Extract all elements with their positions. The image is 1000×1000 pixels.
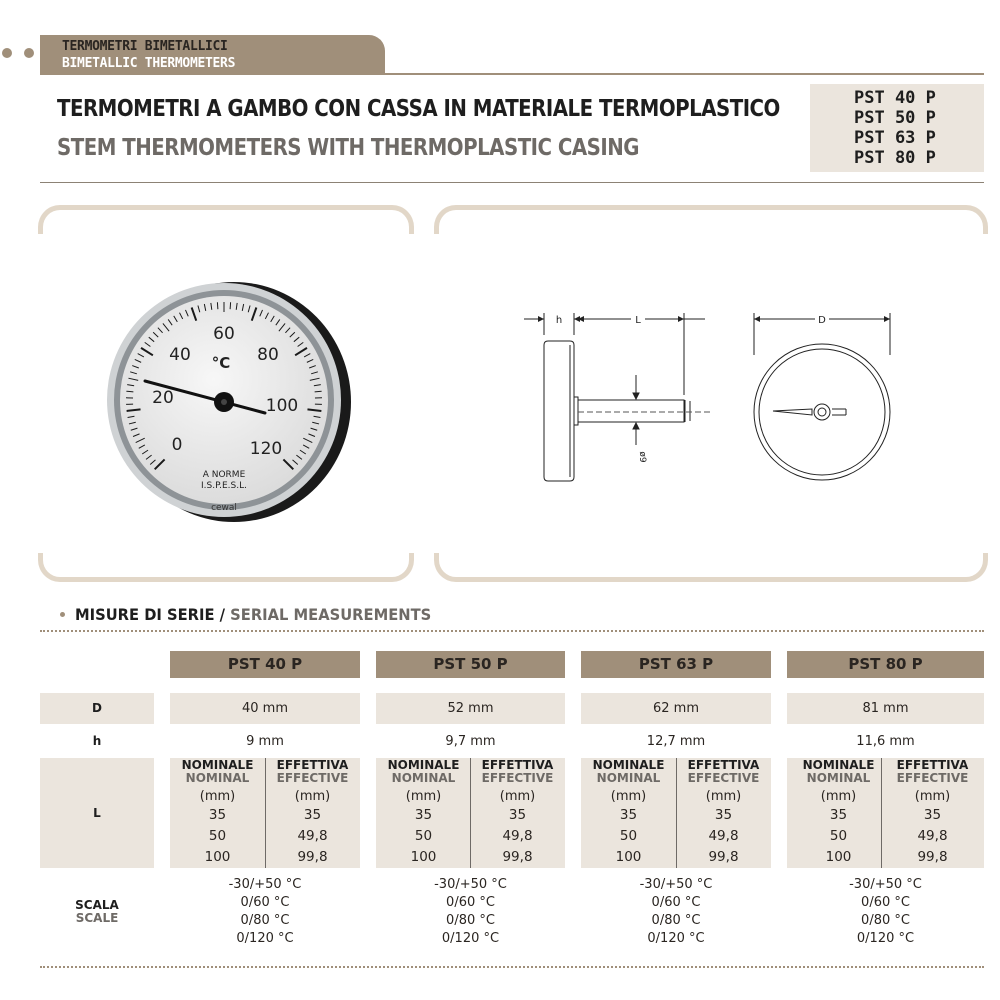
l-effective-value: 35 bbox=[923, 807, 942, 823]
l-unit: (mm) bbox=[294, 789, 331, 804]
dial-note: I.S.P.E.S.L. bbox=[201, 481, 247, 491]
l-effective-value: 99,8 bbox=[297, 849, 328, 865]
l-effective-label-en: EFFECTIVE bbox=[481, 771, 554, 785]
product-title-en: STEM THERMOMETERS WITH THERMOPLASTIC CASING bbox=[57, 135, 640, 161]
dial-note: A NORME bbox=[202, 470, 246, 480]
l-nominal-label-en: NOMINAL bbox=[391, 771, 456, 785]
l-nominal-value: 100 bbox=[204, 849, 231, 865]
dimension-label-h: h bbox=[555, 315, 563, 326]
l-nominal-label-it: NOMINALE bbox=[181, 758, 254, 772]
l-effective-header bbox=[881, 759, 984, 785]
l-unit: (mm) bbox=[914, 789, 951, 804]
l-effective-label-it: EFFETTIVA bbox=[896, 758, 969, 772]
row-label-h: h bbox=[92, 734, 102, 748]
l-nominal-value: 100 bbox=[825, 849, 852, 865]
drawing-needle bbox=[773, 409, 812, 415]
l-effective-header bbox=[265, 759, 360, 785]
scale-range: 0/60 °C bbox=[446, 895, 495, 910]
scale-range: 0/120 °C bbox=[647, 931, 705, 946]
dial-tick bbox=[126, 391, 133, 392]
model-code: PST 80 P bbox=[854, 148, 936, 168]
thermometer-photo bbox=[100, 270, 360, 530]
row-label-l: L bbox=[93, 806, 101, 820]
l-unit: (mm) bbox=[405, 789, 442, 804]
dimension-label-L: L bbox=[635, 315, 641, 326]
l-unit: (mm) bbox=[199, 789, 236, 804]
l-effective-label-it: EFFETTIVA bbox=[481, 758, 554, 772]
l-nominal-value: 50 bbox=[619, 828, 638, 844]
l-effective-label-en: EFFECTIVE bbox=[896, 771, 969, 785]
l-nominal-header bbox=[581, 759, 676, 785]
technical-drawing bbox=[520, 305, 900, 490]
table-header-model: PST 63 P bbox=[581, 651, 771, 678]
l-effective-value: 49,8 bbox=[502, 828, 533, 844]
l-effective-value: 35 bbox=[508, 807, 527, 823]
l-nominal-label-en: NOMINAL bbox=[185, 771, 250, 785]
l-effective-value: 99,8 bbox=[502, 849, 533, 865]
l-nominal-header bbox=[787, 759, 890, 785]
category-title-it: TERMOMETRI BIMETALLICI bbox=[62, 39, 228, 54]
dial-tick bbox=[315, 391, 322, 392]
section-dotted-rule bbox=[40, 630, 984, 632]
table-cell-d: 81 mm bbox=[862, 701, 909, 716]
product-title-it: TERMOMETRI A GAMBO CON CASSA IN MATERIALE TERMOPLASTICO bbox=[57, 96, 780, 122]
l-unit: (mm) bbox=[610, 789, 647, 804]
table-cell-h: 12,7 mm bbox=[646, 734, 706, 749]
model-code: PST 63 P bbox=[854, 128, 936, 148]
stem bbox=[578, 400, 684, 422]
case-front-view bbox=[754, 344, 890, 480]
scale-range: -30/+50 °C bbox=[639, 877, 713, 892]
category-title-en: BIMETALLIC THERMOMETERS bbox=[62, 56, 236, 71]
l-unit: (mm) bbox=[705, 789, 742, 804]
model-code: PST 40 P bbox=[854, 88, 936, 108]
photo-frame-bottom bbox=[38, 553, 414, 582]
row-label-scale-en: SCALE bbox=[75, 911, 119, 925]
row-label-d: D bbox=[92, 701, 102, 715]
dial-label: 40 bbox=[169, 345, 191, 365]
table-header-model: PST 80 P bbox=[787, 651, 984, 678]
table-cell-d: 52 mm bbox=[447, 701, 494, 716]
table-cell-h: 9 mm bbox=[246, 734, 284, 749]
scale-range: -30/+50 °C bbox=[434, 877, 507, 892]
l-effective-value: 49,8 bbox=[297, 828, 328, 844]
scale-range: 0/80 °C bbox=[240, 913, 290, 928]
l-nominal-value: 35 bbox=[208, 807, 227, 823]
scale-range: 0/80 °C bbox=[651, 913, 701, 928]
l-nominal-value: 50 bbox=[829, 828, 848, 844]
l-unit: (mm) bbox=[499, 789, 536, 804]
l-effective-header bbox=[676, 759, 771, 785]
l-effective-value: 99,8 bbox=[708, 849, 739, 865]
scale-range: 0/60 °C bbox=[240, 895, 290, 910]
dial-label: 0 bbox=[171, 435, 183, 455]
l-effective-label-it: EFFETTIVA bbox=[276, 758, 349, 772]
photo-frame-top bbox=[38, 205, 414, 234]
section-title bbox=[75, 605, 431, 624]
scale-range: 0/120 °C bbox=[441, 931, 500, 946]
l-nominal-label-it: NOMINALE bbox=[387, 758, 460, 772]
dial-label: 80 bbox=[257, 345, 279, 365]
table-cell-h: 11,6 mm bbox=[856, 734, 915, 749]
l-nominal-value: 100 bbox=[615, 849, 642, 865]
title-divider bbox=[40, 182, 984, 183]
dial-label: 100 bbox=[265, 396, 299, 416]
scale-range: 0/80 °C bbox=[861, 913, 910, 928]
brand-logo: cewal bbox=[211, 503, 237, 513]
row-label-scale-it: SCALA bbox=[75, 898, 119, 912]
footer-dotted-rule bbox=[40, 966, 984, 968]
l-nominal-header bbox=[376, 759, 471, 785]
drawing-frame-bottom bbox=[434, 553, 988, 582]
scale-range: 0/120 °C bbox=[236, 931, 294, 946]
section-title-en: SERIAL MEASUREMENTS bbox=[230, 605, 432, 624]
l-nominal-value: 35 bbox=[619, 807, 638, 823]
model-code: PST 50 P bbox=[854, 108, 936, 128]
l-nominal-value: 35 bbox=[414, 807, 433, 823]
table-cell-h: 9,7 mm bbox=[445, 734, 496, 749]
l-nominal-label-it: NOMINALE bbox=[802, 758, 875, 772]
table-cell-d: 62 mm bbox=[652, 701, 699, 716]
l-nominal-label-en: NOMINAL bbox=[596, 771, 661, 785]
l-nominal-header bbox=[170, 759, 265, 785]
dimension-label-phi: ø9 bbox=[637, 451, 647, 463]
header-dot-1 bbox=[2, 48, 12, 58]
table-cell-d: 40 mm bbox=[241, 701, 288, 716]
scale-range: 0/60 °C bbox=[651, 895, 701, 910]
scale-range: -30/+50 °C bbox=[228, 877, 302, 892]
l-nominal-value: 50 bbox=[414, 828, 433, 844]
l-nominal-value: 50 bbox=[208, 828, 227, 844]
scale-range: -30/+50 °C bbox=[849, 877, 922, 892]
l-effective-label-en: EFFECTIVE bbox=[687, 771, 760, 785]
l-effective-header bbox=[470, 759, 565, 785]
scale-range: 0/60 °C bbox=[861, 895, 910, 910]
l-effective-value: 99,8 bbox=[917, 849, 948, 865]
section-title-separator: / bbox=[214, 605, 231, 624]
l-nominal-label-it: NOMINALE bbox=[592, 758, 665, 772]
l-nominal-value: 35 bbox=[829, 807, 848, 823]
table-header-model: PST 50 P bbox=[376, 651, 565, 678]
l-effective-label-en: EFFECTIVE bbox=[276, 771, 349, 785]
table-header-model: PST 40 P bbox=[170, 651, 360, 678]
section-bullet bbox=[60, 612, 65, 617]
dimension-label-D: D bbox=[818, 315, 826, 326]
section-title-it: MISURE DI SERIE bbox=[75, 605, 215, 624]
scale-range: 0/120 °C bbox=[856, 931, 915, 946]
category-rule bbox=[40, 73, 984, 75]
dial-label: 120 bbox=[249, 439, 283, 459]
l-unit: (mm) bbox=[820, 789, 857, 804]
l-effective-value: 49,8 bbox=[917, 828, 948, 844]
dial-unit: °C bbox=[211, 354, 231, 372]
l-nominal-value: 100 bbox=[410, 849, 437, 865]
drawing-frame-top bbox=[434, 205, 988, 234]
header-dot-2 bbox=[24, 48, 34, 58]
l-effective-value: 35 bbox=[714, 807, 733, 823]
l-effective-label-it: EFFETTIVA bbox=[687, 758, 760, 772]
scale-range: 0/80 °C bbox=[446, 913, 495, 928]
l-effective-value: 49,8 bbox=[708, 828, 739, 844]
l-effective-value: 35 bbox=[303, 807, 322, 823]
dial-label: 60 bbox=[213, 324, 235, 344]
l-nominal-label-en: NOMINAL bbox=[806, 771, 871, 785]
dial-label: 20 bbox=[152, 388, 174, 408]
